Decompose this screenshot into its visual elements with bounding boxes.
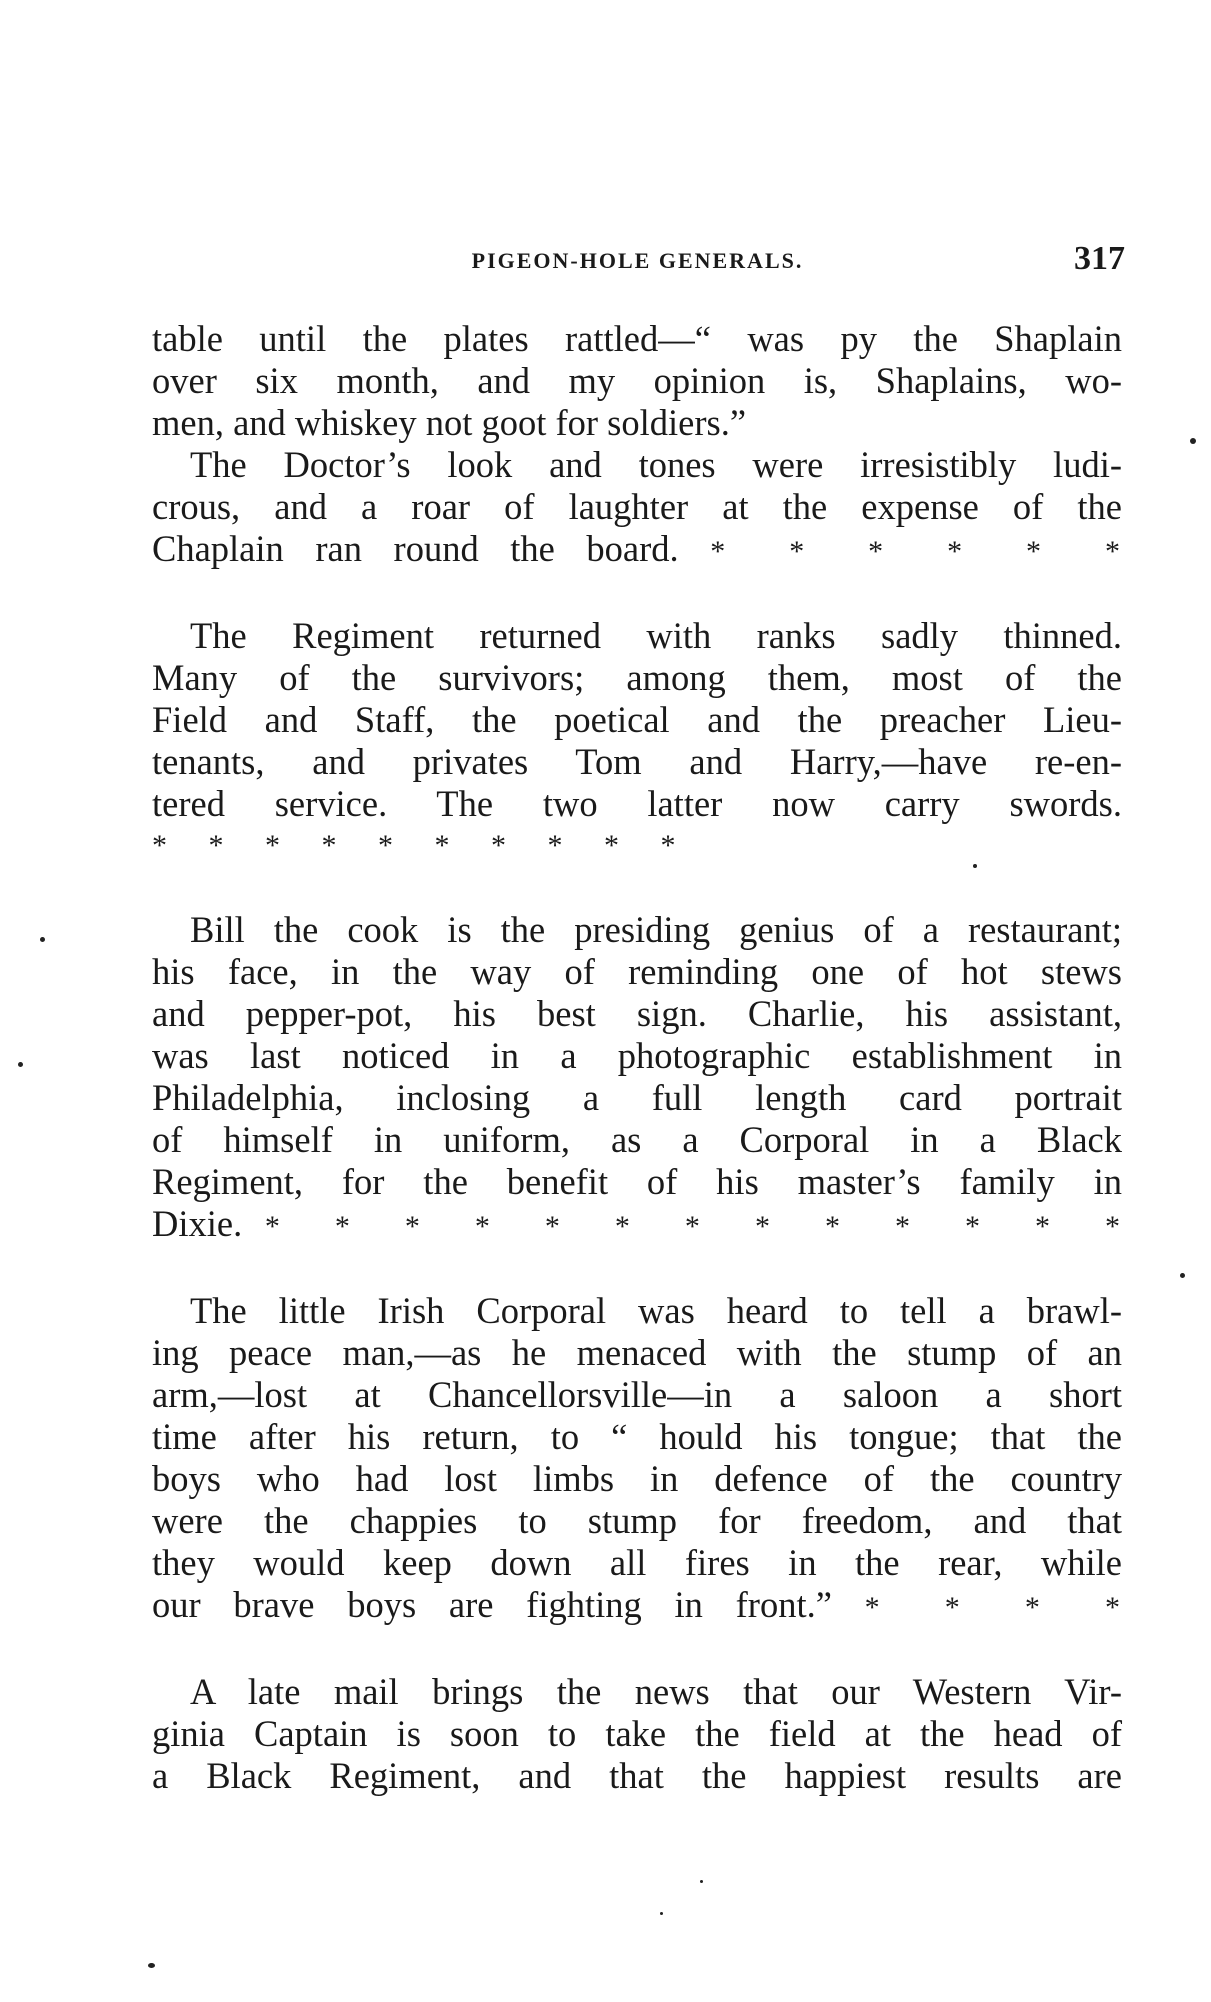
text-line: crous, and a roar of laughter at the expense of the bbox=[152, 486, 1122, 527]
scan-speck bbox=[1180, 1273, 1185, 1278]
text-line: The Regiment returned with ranks sadly thinned. bbox=[190, 615, 1122, 656]
paragraph-irish-corporal bbox=[152, 1290, 1122, 1629]
text-line: time after his return, to “ hould his tongue; that the bbox=[152, 1416, 1122, 1457]
page-number: 317 bbox=[1074, 240, 1125, 277]
text-line: were the chappies to stump for freedom, and that bbox=[152, 1500, 1122, 1541]
scan-speck bbox=[1190, 438, 1196, 444]
running-head bbox=[150, 240, 1125, 280]
running-title: PIGEON-HOLE GENERALS. bbox=[471, 248, 804, 273]
text-line: men, and whiskey not goot for soldiers.” bbox=[152, 402, 747, 443]
text-line: a Black Regiment, and that the happiest results are bbox=[152, 1755, 1122, 1796]
text-line-with-stars bbox=[152, 528, 1122, 573]
text-line: arm,—lost at Chancellorsville—in a saloon a short bbox=[152, 1374, 1122, 1415]
section-break-stars: * * * * * * * * * * * * * bbox=[264, 1210, 1123, 1243]
text-line: Field and Staff, the poetical and the preacher Lieu- bbox=[152, 699, 1122, 740]
body-text bbox=[152, 318, 1122, 1797]
text-line: table until the plates rattled—“ was py the Shaplain bbox=[152, 318, 1122, 359]
text-line: tered service. The two latter now carry swords. bbox=[152, 783, 1122, 824]
text-line: over six month, and my opinion is, Shaplains, wo- bbox=[152, 360, 1122, 401]
text-line: and pepper-pot, his best sign. Charlie, his assistant, bbox=[152, 993, 1122, 1034]
text-line: his face, in the way of reminding one of hot stews bbox=[152, 951, 1122, 992]
section-break-stars: * * * * bbox=[864, 1591, 1123, 1624]
scan-speck bbox=[700, 1880, 703, 1883]
text-line-with-stars bbox=[152, 1203, 1122, 1248]
paragraph-doctor-laughter bbox=[152, 444, 1122, 573]
scan-speck bbox=[973, 864, 977, 868]
text-line: was last noticed in a photographic establishment in bbox=[152, 1035, 1122, 1076]
text-line: A late mail brings the news that our Western Vir- bbox=[190, 1671, 1122, 1712]
text-line: The Doctor’s look and tones were irresistibly ludi- bbox=[190, 444, 1122, 485]
section-break-stars: * * * * * * * * * * bbox=[152, 829, 678, 862]
text-line: boys who had lost limbs in defence of the country bbox=[152, 1458, 1122, 1499]
text-line: The little Irish Corporal was heard to tell a brawl- bbox=[190, 1290, 1122, 1331]
text-line: ginia Captain is soon to take the field at the head of bbox=[152, 1713, 1122, 1754]
scan-speck bbox=[660, 1912, 663, 1915]
text-line: Regiment, for the benefit of his master’s family in bbox=[152, 1161, 1122, 1202]
paragraph-late-mail bbox=[152, 1671, 1122, 1797]
text-line: Many of the survivors; among them, most of the bbox=[152, 657, 1122, 698]
paragraph-gap bbox=[152, 573, 1122, 615]
text-line: tenants, and privates Tom and Harry,—have re-en- bbox=[152, 741, 1122, 782]
text-line-content: Chaplain ran round the board. bbox=[152, 528, 679, 569]
text-line-with-stars bbox=[152, 1584, 1122, 1629]
scan-speck bbox=[148, 1963, 155, 1968]
paragraph-bill-the-cook bbox=[152, 909, 1122, 1248]
paragraph-dialogue-end bbox=[152, 318, 1122, 444]
scan-speck bbox=[40, 937, 45, 942]
text-line: Philadelphia, inclosing a full length card portrait bbox=[152, 1077, 1122, 1118]
section-break-stars: * * * * * * bbox=[710, 535, 1123, 568]
scan-speck bbox=[18, 1062, 23, 1067]
text-line-content: Dixie. bbox=[152, 1203, 243, 1244]
paragraph-gap bbox=[152, 1629, 1122, 1671]
paragraph-regiment-return bbox=[152, 615, 1122, 867]
text-line-content: our brave boys are fighting in front.” bbox=[152, 1584, 832, 1625]
text-line: Bill the cook is the presiding genius of a restaurant; bbox=[190, 909, 1122, 950]
text-line: they would keep down all fires in the rear, while bbox=[152, 1542, 1122, 1583]
text-line: of himself in uniform, as a Corporal in a Black bbox=[152, 1119, 1122, 1160]
paragraph-gap bbox=[152, 1248, 1122, 1290]
paragraph-gap bbox=[152, 867, 1122, 909]
text-line: ing peace man,—as he menaced with the stump of an bbox=[152, 1332, 1122, 1373]
